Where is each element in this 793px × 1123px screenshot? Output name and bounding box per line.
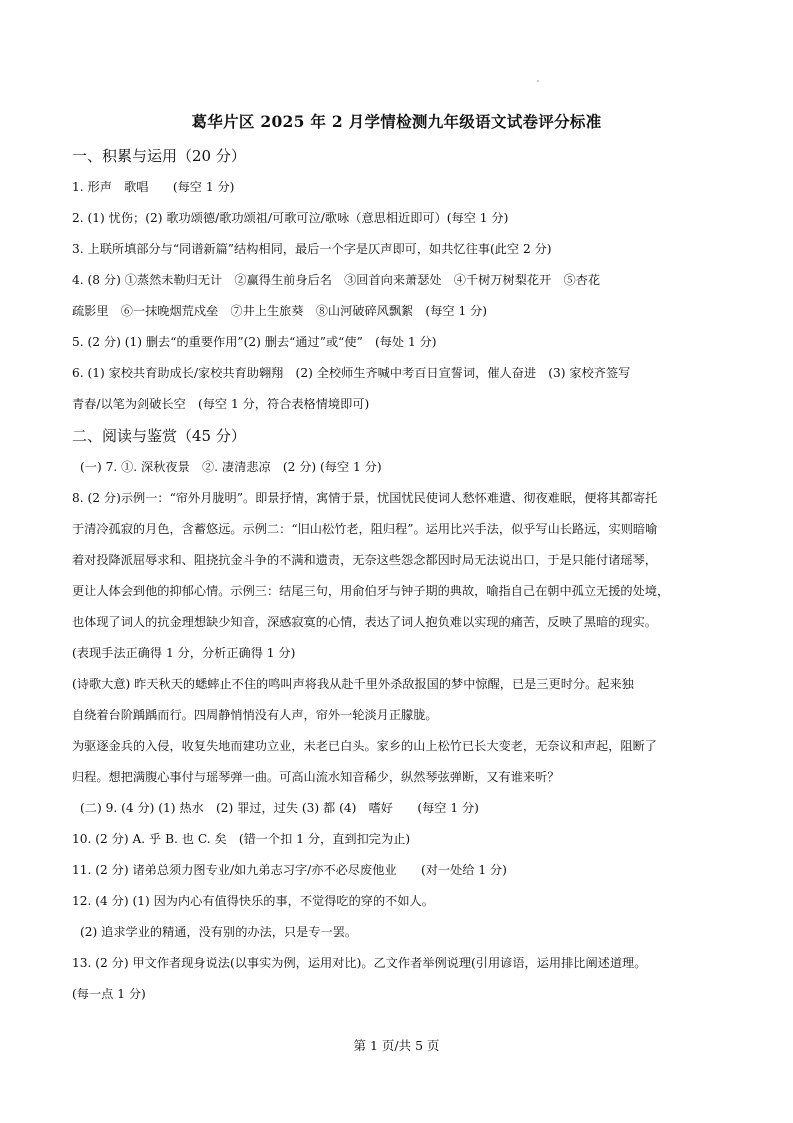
answer-line: 6. (1) 家校共育助成长/家校共育助翱翔 (2) 全校师生齐喊中考百日宣誓词，催人奋进 (3) 家校齐签写 — [72, 366, 631, 380]
answer-line: (诗歌大意) 昨天秋天的蟋蟀止不住的鸣叫声将我从赴千里外杀敌报国的梦中惊醒，已是三更时分。起来独 — [72, 677, 634, 691]
answer-line: 10. (2 分) A. 乎 B. 也 C. 矣 (错一个扣 1 分，直到扣完为止) — [72, 832, 411, 846]
answer-line: (一) 7. ①. 深秋夜景 ②. 凄清悲凉 (2 分) (每空 1 分) — [80, 460, 382, 474]
section-heading-1: 一、积累与运用（20 分） — [72, 147, 246, 165]
answer-line: 13. (2 分) 甲文作者现身说法(以事实为例，运用对比)。乙文作者举例说理(引用谚语，运用排比阐述道理。 — [72, 956, 647, 970]
answer-line: 着对投降派屈辱求和、阻挠抗金斗争的不满和遗责，无奈这些怨念都因时局无法说出口，于是只能付诸瑶琴， — [72, 553, 657, 567]
section-heading-2: 二、阅读与鉴赏（45 分） — [72, 427, 246, 445]
page-title: 葛华片区 2025 年 2 月学情检测九年级语文试卷评分标准 — [191, 112, 602, 131]
answer-line: 1. 形声 歌唱 (每空 1 分) — [72, 180, 235, 194]
answer-line: 为驱逐金兵的入侵，收复失地而建功立业，未老已白头。家乡的山上松竹已长大变老，无奈议和声起，阻断了 — [72, 739, 657, 753]
scan-speck — [537, 80, 539, 82]
answer-line: 也体现了词人的抗金理想缺少知音，深感寂寞的心情，表达了词人抱负难以实现的痛苦，反映了黑暗的现实。 — [72, 615, 657, 629]
answer-line: 12. (4 分) (1) 因为内心有值得快乐的事，不觉得吃的穿的不如人。 — [72, 894, 434, 908]
answer-key-body — [72, 140, 732, 1010]
answer-line: 3. 上联所填部分与“同谱新篇”结构相同，最后一个字是仄声即可，如共忆往事(此空 2 分) — [72, 242, 552, 256]
page-number-footer: 第 1 页/共 5 页 — [353, 1038, 440, 1053]
answer-line: 8. (2 分)示例一：“帘外月胧明”。即景抒情，寓情于景，忧国忧民使词人愁怀难遣、彻夜难眠，便将其都寄托 — [72, 491, 658, 505]
answer-line: 于清冷孤寂的月色，含蓄悠远。示例二：“旧山松竹老，阻归程”。运用比兴手法，似乎写山长路远，实则暗喻 — [72, 522, 658, 536]
answer-line: 青春/以笔为剑破长空 (每空 1 分，符合表格情境即可) — [72, 397, 370, 411]
answer-line: 疏影里 ⑥一抹晚烟荒戍垒 ⑦井上生旅葵 ⑧山河破碎风飘絮 (每空 1 分) — [72, 304, 488, 318]
answer-line: 4. (8 分) ①蒸然未勒归无计 ②赢得生前身后名 ③回首向来萧瑟处 ④千树万树梨花开 ⑤杏花 — [72, 273, 601, 287]
answer-line: 归程。想把满腹心事付与瑶琴弹一曲。可高山流水知音稀少，纵然琴弦弹断，又有谁来听？ — [72, 770, 560, 784]
answer-line: 5. (2 分) (1) 删去“的重要作用”(2) 删去“通过”或“使” (每处 1 分) — [72, 335, 437, 349]
answer-line: 更让人体会到他的抑郁心情。示例三：结尾三句，用俞伯牙与钟子期的典故，喻指自己在朝中孤立无援的处境， — [72, 584, 670, 598]
answer-line: 自绕着台阶踽踽而行。四周静悄悄没有人声，帘外一轮淡月正朦胧。 — [72, 708, 438, 722]
answer-line: 2. (1) 忧伤；(2) 歌功颂德/歌功颂祖/可歌可泣/歌咏（意思相近即可）(每空 1 分) — [72, 211, 509, 225]
answer-line: 11. (2 分) 诸弟总须力图专业/如九弟志习字/亦不必尽废他业 (对一处给 1 分) — [72, 863, 507, 877]
answer-line: (二) 9. (4 分) (1) 热水 (2) 罪过，过失 (3) 都 (4) 嗜好 (每空 1 分) — [80, 801, 479, 815]
answer-line: (每一点 1 分) — [72, 987, 146, 1001]
answer-line: (表现手法正确得 1 分，分析正确得 1 分) — [72, 646, 296, 660]
answer-line: (2) 追求学业的精通，没有别的办法，只是专一罢。 — [80, 925, 358, 939]
